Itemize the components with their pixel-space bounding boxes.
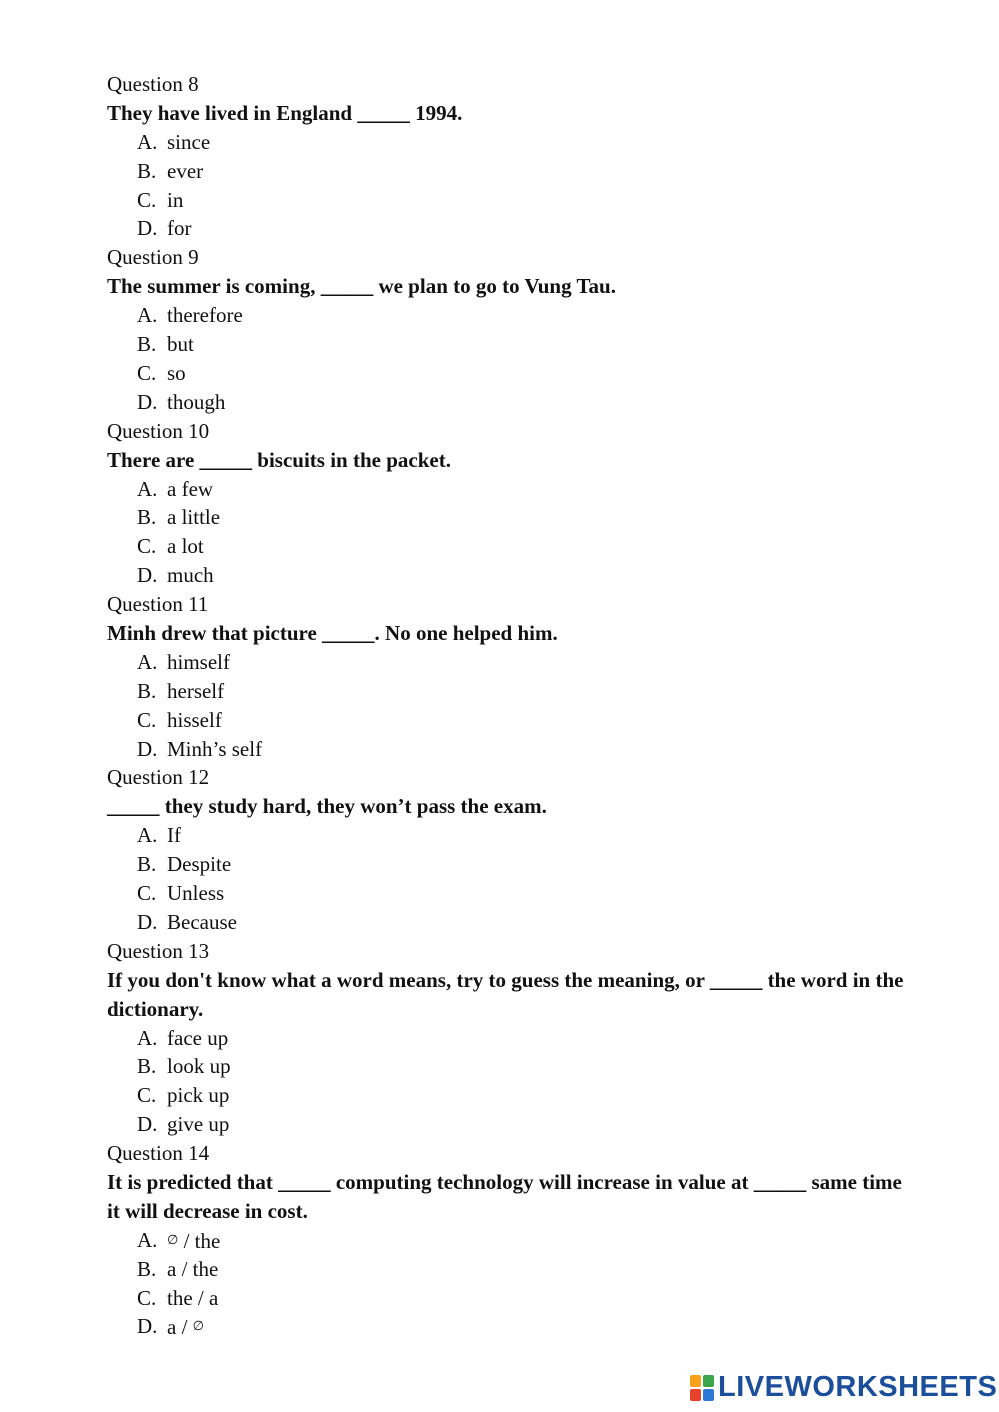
- option-text: therefore: [167, 303, 243, 328]
- answer-option[interactable]: [137, 1081, 907, 1110]
- option-text: pick up: [167, 1083, 230, 1108]
- answer-option[interactable]: [137, 503, 907, 532]
- answer-option[interactable]: [137, 301, 907, 330]
- option-letter: D.: [137, 216, 158, 241]
- logo-text: LIVEWORKSHEETS: [718, 1371, 998, 1403]
- option-text: a few: [167, 476, 214, 501]
- option-text: ∅ / the: [167, 1228, 221, 1253]
- option-text: so: [167, 360, 186, 385]
- option-letter: A.: [137, 1227, 158, 1252]
- option-letter: B.: [137, 332, 157, 357]
- answer-option[interactable]: [137, 157, 907, 186]
- answer-option[interactable]: [137, 850, 907, 879]
- answer-option[interactable]: [137, 1024, 907, 1053]
- worksheet-page: [107, 70, 907, 1341]
- option-letter: D.: [137, 389, 158, 414]
- answer-options: [107, 1024, 907, 1140]
- option-text: Unless: [167, 881, 225, 906]
- option-letter: D.: [137, 909, 158, 934]
- option-letter: A.: [137, 1025, 158, 1050]
- answer-option[interactable]: [137, 128, 907, 157]
- option-text: hisself: [167, 707, 222, 732]
- option-text: since: [167, 129, 211, 154]
- option-text: If: [167, 823, 181, 848]
- answer-option[interactable]: [137, 1284, 907, 1313]
- option-letter: D.: [137, 1112, 158, 1137]
- option-text: ever: [167, 158, 204, 183]
- option-letter: D.: [137, 1314, 158, 1339]
- answer-option[interactable]: [137, 1110, 907, 1139]
- answer-option[interactable]: [137, 706, 907, 735]
- option-text: much: [167, 563, 214, 588]
- answer-option[interactable]: [137, 214, 907, 243]
- answer-option[interactable]: [137, 735, 907, 764]
- question-stem: It is predicted that _____ computing technology will increase in value at _____ same time it will decrease in cost.: [107, 1169, 902, 1223]
- option-letter: C.: [137, 707, 157, 732]
- answer-option[interactable]: [137, 330, 907, 359]
- question-block: [107, 243, 907, 416]
- option-text: in: [167, 187, 184, 212]
- answer-options: [107, 475, 907, 591]
- option-letter: C.: [137, 360, 157, 385]
- question-stem: They have lived in England _____ 1994.: [107, 100, 463, 125]
- option-text: a / ∅: [167, 1315, 204, 1340]
- option-text: Because: [167, 909, 237, 934]
- answer-option[interactable]: [137, 475, 907, 504]
- answer-options: [107, 821, 907, 937]
- answer-option[interactable]: [137, 388, 907, 417]
- option-letter: C.: [137, 187, 157, 212]
- option-letter: C.: [137, 1083, 157, 1108]
- option-letter: B.: [137, 505, 157, 530]
- option-letter: B.: [137, 852, 157, 877]
- question-block: [107, 417, 907, 590]
- option-letter: A.: [137, 649, 158, 674]
- question-number: Question 10: [107, 418, 210, 443]
- option-letter: D.: [137, 563, 158, 588]
- answer-option[interactable]: [137, 821, 907, 850]
- question-stem: Minh drew that picture _____. No one helped him.: [107, 620, 558, 645]
- option-text: a / the: [167, 1256, 219, 1281]
- question-block: [107, 70, 907, 243]
- option-letter: D.: [137, 736, 158, 761]
- option-letter: B.: [137, 1054, 157, 1079]
- logo-mark-icon: [690, 1375, 714, 1401]
- option-text: but: [167, 332, 194, 357]
- option-letter: B.: [137, 678, 157, 703]
- question-stem: If you don't know what a word means, try to guess the meaning, or _____ the word in the dictionary.: [107, 967, 904, 1021]
- answer-option[interactable]: [137, 677, 907, 706]
- option-letter: B.: [137, 1256, 157, 1281]
- question-number: Question 8: [107, 72, 199, 96]
- option-letter: A.: [137, 476, 158, 501]
- question-number: Question 11: [107, 592, 209, 617]
- option-text: look up: [167, 1054, 231, 1079]
- question-block: [107, 937, 907, 1139]
- option-text: a lot: [167, 534, 204, 559]
- answer-option[interactable]: [137, 1226, 907, 1255]
- option-text: herself: [167, 678, 225, 703]
- question-number: Question 12: [107, 765, 210, 790]
- answer-option[interactable]: [137, 359, 907, 388]
- option-text: give up: [167, 1112, 230, 1137]
- option-text: Despite: [167, 852, 232, 877]
- answer-option[interactable]: [137, 532, 907, 561]
- answer-options: [107, 1226, 907, 1342]
- option-text: for: [167, 216, 192, 241]
- option-text: the / a: [167, 1285, 219, 1310]
- answer-option[interactable]: [137, 1255, 907, 1284]
- liveworksheets-logo: [690, 1371, 997, 1404]
- question-block: [107, 763, 907, 936]
- answer-option[interactable]: [137, 561, 907, 590]
- answer-option[interactable]: [137, 648, 907, 677]
- option-text: face up: [167, 1025, 229, 1050]
- option-letter: C.: [137, 881, 157, 906]
- question-stem: There are _____ biscuits in the packet.: [107, 447, 451, 472]
- answer-option[interactable]: [137, 186, 907, 215]
- question-number: Question 13: [107, 938, 210, 963]
- option-letter: B.: [137, 158, 157, 183]
- option-letter: C.: [137, 534, 157, 559]
- option-letter: C.: [137, 1285, 157, 1310]
- option-text: himself: [167, 649, 230, 674]
- answer-options: [107, 648, 907, 764]
- option-letter: A.: [137, 303, 158, 328]
- answer-option[interactable]: [137, 1052, 907, 1081]
- answer-options: [107, 128, 907, 244]
- option-text: a little: [167, 505, 221, 530]
- answer-option[interactable]: [137, 1312, 907, 1341]
- question-stem: _____ they study hard, they won’t pass the exam.: [107, 794, 547, 819]
- option-letter: A.: [137, 823, 158, 848]
- option-text: Minh’s self: [167, 736, 263, 761]
- question-block: [107, 590, 907, 763]
- option-text: though: [167, 389, 226, 414]
- option-letter: A.: [137, 129, 158, 154]
- question-number: Question 9: [107, 245, 199, 270]
- answer-option[interactable]: [137, 908, 907, 937]
- question-block: [107, 1139, 907, 1341]
- question-stem: The summer is coming, _____ we plan to go to Vung Tau.: [107, 274, 616, 299]
- answer-option[interactable]: [137, 879, 907, 908]
- answer-options: [107, 301, 907, 417]
- question-number: Question 14: [107, 1141, 210, 1166]
